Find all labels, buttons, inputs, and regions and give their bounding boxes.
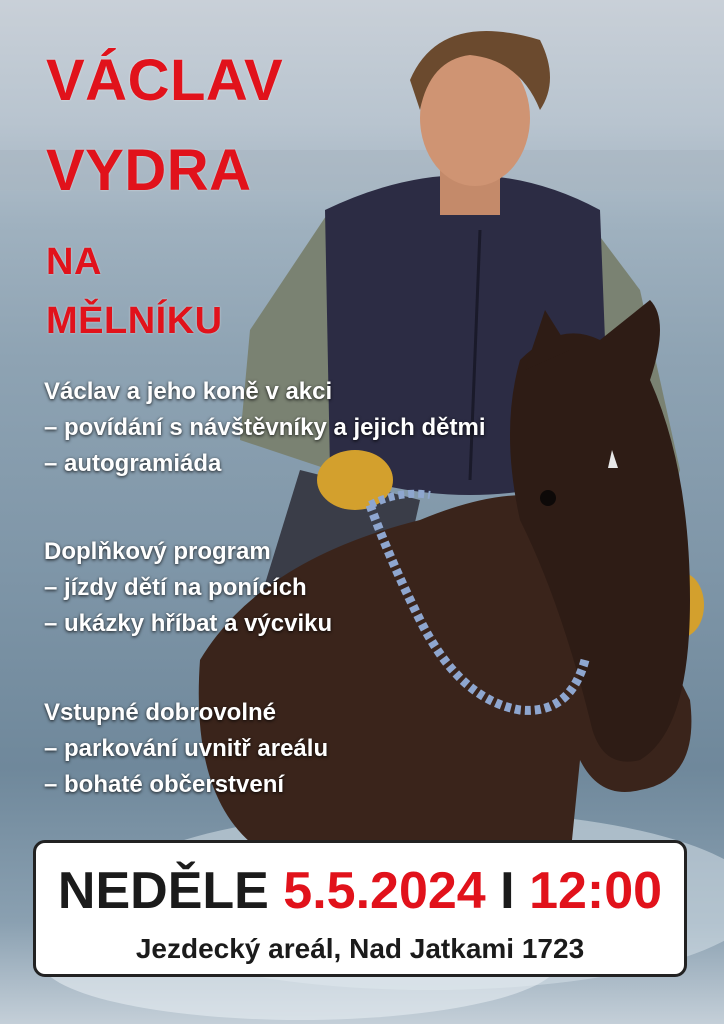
title-location: MĚLNÍKU — [46, 300, 223, 342]
event-time: 12:00 — [529, 862, 663, 920]
event-address: Jezdecký areál, Nad Jatkami 1723 — [135, 933, 585, 964]
title-first-name: VÁCLAV — [46, 48, 284, 113]
program-item: – povídání s návštěvníky a jejich dětmi — [44, 414, 486, 441]
title-last-name: VYDRA — [46, 138, 252, 203]
event-separator: I — [500, 862, 515, 920]
program-block-extra — [44, 534, 332, 642]
program-item: – ukázky hříbat a výcviku — [44, 610, 333, 637]
program-item: – bohaté občerstvení — [44, 771, 285, 798]
event-date: 5.5.2024 — [283, 862, 486, 920]
program-block-admission — [44, 695, 328, 803]
program-heading: Vstupné dobrovolné — [44, 699, 277, 726]
title-preposition: NA — [46, 241, 102, 283]
event-date-line — [36, 862, 684, 920]
program-heading: Doplňkový program — [44, 538, 271, 565]
program-heading: Václav a jeho koně v akci — [44, 378, 333, 405]
event-day: NEDĚLE — [57, 862, 269, 920]
program-item: – parkování uvnitř areálu — [44, 735, 329, 762]
program-item: – autogramiáda — [44, 450, 222, 477]
event-details-box — [33, 840, 687, 977]
program-item: – jízdy dětí na ponících — [44, 574, 307, 601]
program-block-main — [44, 374, 486, 482]
